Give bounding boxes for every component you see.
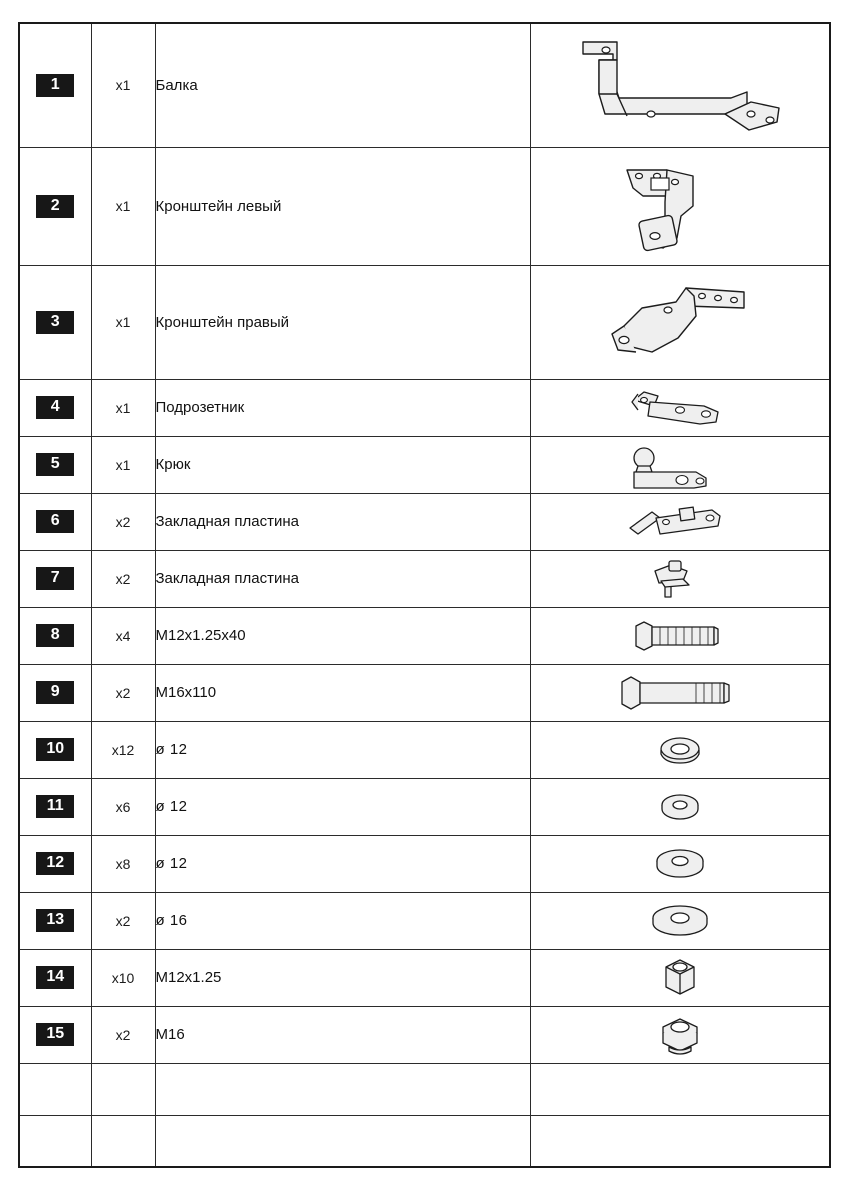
table-row [19, 1115, 830, 1167]
part-number-cell [19, 892, 91, 949]
part-qty-cell: x4 [91, 607, 155, 664]
part-name-cell: Закладная пластина [155, 550, 530, 607]
part-qty-cell: x8 [91, 835, 155, 892]
part-name-cell: Кронштейн правый [155, 265, 530, 379]
part-number-cell [19, 265, 91, 379]
washer-large-icon [531, 899, 830, 943]
part-image-cell [530, 778, 830, 835]
table-row [19, 778, 830, 835]
table-row [19, 23, 830, 147]
part-number-badge: 1 [36, 74, 74, 97]
part-number-badge: 10 [36, 738, 74, 761]
part-name-cell: M12x1.25 [155, 949, 530, 1006]
part-name-cell: ø 12 [155, 721, 530, 778]
part-number-cell [19, 607, 91, 664]
parts-table [18, 22, 831, 1168]
part-image-cell [530, 265, 830, 379]
part-qty-cell: x6 [91, 778, 155, 835]
table-row [19, 436, 830, 493]
part-image-cell [530, 949, 830, 1006]
table-row [19, 379, 830, 436]
part-name-cell: M12x1.25x40 [155, 607, 530, 664]
part-image-cell [530, 493, 830, 550]
spring-washer-icon [531, 729, 830, 771]
insert-plate-long-icon [531, 498, 830, 546]
part-number-cell [19, 379, 91, 436]
part-qty-cell: x12 [91, 721, 155, 778]
part-name-cell: ø 16 [155, 892, 530, 949]
part-qty-cell [91, 1063, 155, 1115]
part-qty-cell: x1 [91, 147, 155, 265]
socket-plate-icon [531, 384, 830, 432]
part-number-badge: 15 [36, 1023, 74, 1046]
part-image-cell [530, 379, 830, 436]
table-row [19, 1063, 830, 1115]
part-name-cell: Балка [155, 23, 530, 147]
part-image-cell [530, 835, 830, 892]
part-number-cell [19, 664, 91, 721]
table-row [19, 265, 830, 379]
table-row [19, 607, 830, 664]
part-qty-cell: x1 [91, 265, 155, 379]
tow-ball-hook-icon [531, 440, 830, 490]
part-image-cell [530, 147, 830, 265]
part-image-cell [530, 1115, 830, 1167]
table-row [19, 892, 830, 949]
part-image-cell [530, 721, 830, 778]
part-image-cell [530, 436, 830, 493]
part-number-badge: 13 [36, 909, 74, 932]
part-name-cell: Крюк [155, 436, 530, 493]
part-number-cell [19, 550, 91, 607]
lock-nut-icon [531, 1011, 830, 1059]
part-number-cell [19, 436, 91, 493]
part-number-badge: 12 [36, 852, 74, 875]
hex-nut-icon [531, 955, 830, 1001]
part-number-badge: 6 [36, 510, 74, 533]
part-image-cell [530, 1063, 830, 1115]
part-qty-cell: x2 [91, 664, 155, 721]
part-image-cell [530, 23, 830, 147]
part-number-cell [19, 721, 91, 778]
insert-plate-short-icon [531, 555, 830, 603]
table-row [19, 1006, 830, 1063]
part-number-badge: 11 [36, 795, 74, 818]
part-number-badge: 3 [36, 311, 74, 334]
part-image-cell [530, 550, 830, 607]
part-number-badge: 2 [36, 195, 74, 218]
tow-bar-beam-icon [531, 30, 830, 140]
part-image-cell [530, 1006, 830, 1063]
part-name-cell: Кронштейн левый [155, 147, 530, 265]
part-name-cell [155, 1063, 530, 1115]
part-qty-cell: x2 [91, 493, 155, 550]
part-number-badge: 8 [36, 624, 74, 647]
part-number-cell [19, 778, 91, 835]
washer-small-icon [531, 787, 830, 827]
bracket-right-icon [531, 272, 830, 372]
part-qty-cell: x10 [91, 949, 155, 1006]
table-row [19, 550, 830, 607]
part-qty-cell: x2 [91, 1006, 155, 1063]
table-row [19, 664, 830, 721]
part-number-cell [19, 1006, 91, 1063]
part-qty-cell: x2 [91, 550, 155, 607]
part-number-badge: 5 [36, 453, 74, 476]
part-number-cell [19, 835, 91, 892]
table-row [19, 835, 830, 892]
part-number-badge: 14 [36, 966, 74, 989]
part-number-cell [19, 493, 91, 550]
part-qty-cell: x1 [91, 436, 155, 493]
part-number-badge: 9 [36, 681, 74, 704]
washer-medium-icon [531, 843, 830, 885]
bolt-long-icon [531, 671, 830, 715]
part-name-cell: Закладная пластина [155, 493, 530, 550]
part-qty-cell [91, 1115, 155, 1167]
part-name-cell: ø 12 [155, 778, 530, 835]
part-name-cell: M16x110 [155, 664, 530, 721]
part-number-cell [19, 1063, 91, 1115]
table-row [19, 493, 830, 550]
part-image-cell [530, 664, 830, 721]
part-name-cell: Подрозетник [155, 379, 530, 436]
part-number-cell [19, 147, 91, 265]
bolt-short-icon [531, 614, 830, 658]
part-number-cell [19, 949, 91, 1006]
bracket-left-icon [531, 152, 830, 260]
table-row [19, 949, 830, 1006]
part-qty-cell: x1 [91, 379, 155, 436]
part-number-cell [19, 23, 91, 147]
part-number-badge: 4 [36, 396, 74, 419]
part-qty-cell: x1 [91, 23, 155, 147]
part-image-cell [530, 607, 830, 664]
part-name-cell: ø 12 [155, 835, 530, 892]
part-number-cell [19, 1115, 91, 1167]
part-number-badge: 7 [36, 567, 74, 590]
part-image-cell [530, 892, 830, 949]
table-row [19, 147, 830, 265]
part-qty-cell: x2 [91, 892, 155, 949]
part-name-cell [155, 1115, 530, 1167]
table-row [19, 721, 830, 778]
part-name-cell: M16 [155, 1006, 530, 1063]
